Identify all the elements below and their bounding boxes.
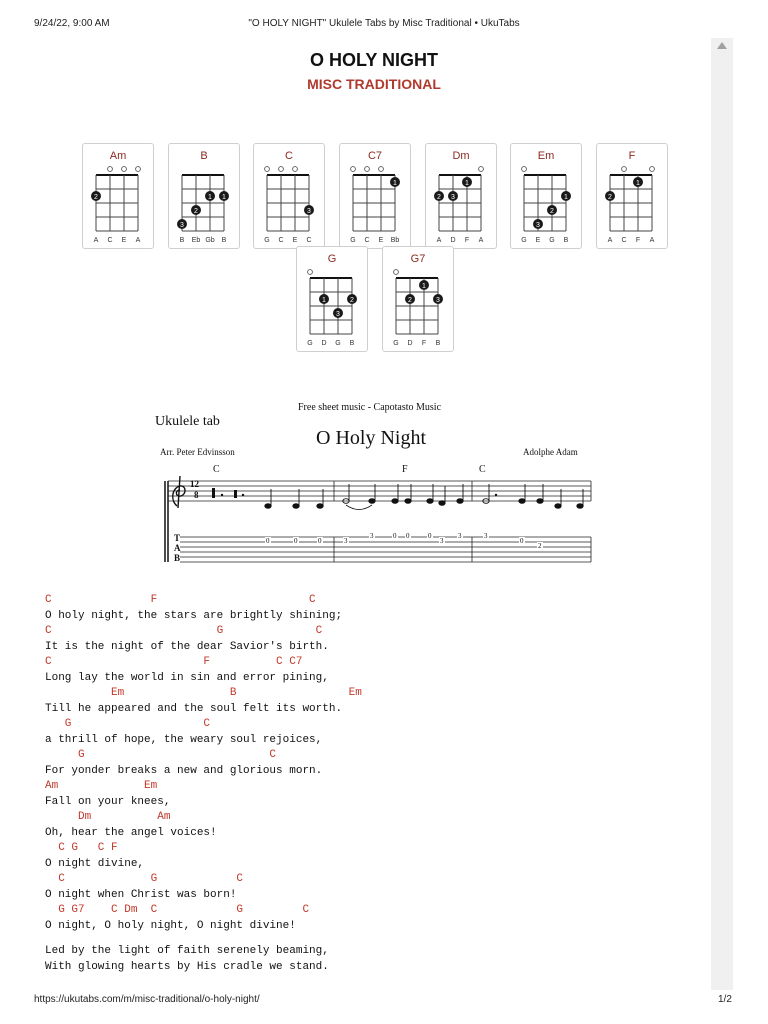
song-chords-lyrics [45, 593, 362, 975]
sheet-chord-1: C [213, 464, 220, 475]
finger-number: 3 [451, 194, 455, 201]
string-note: F [464, 237, 470, 244]
finger-number: 1 [208, 194, 212, 201]
string-note: E [121, 237, 127, 244]
fretboard [340, 144, 412, 250]
string-note: A [478, 237, 484, 244]
lyric-line: O night, O holy night, O night divine! [45, 919, 296, 932]
open-string-marker [394, 270, 399, 275]
lyric-line: It is the night of the dear Savior's birth. [45, 640, 329, 653]
fretboard [169, 144, 241, 250]
string-note: D [450, 237, 456, 244]
time-signature-bottom: 8 [194, 490, 199, 500]
string-note: B [563, 237, 569, 244]
string-note: G [264, 237, 270, 244]
tab-label-a: A [174, 543, 181, 553]
finger-number: 3 [180, 222, 184, 229]
string-note: E [292, 237, 298, 244]
tab-number: 0 [318, 537, 322, 545]
string-note: G [521, 237, 527, 244]
chord-name: G [327, 253, 337, 265]
tab-number: 0 [406, 532, 410, 540]
string-note: B [221, 237, 227, 244]
string-note: A [649, 237, 655, 244]
open-string-marker [622, 167, 627, 172]
open-string-marker [293, 167, 298, 172]
scrollbar[interactable] [711, 38, 733, 990]
tab-label-t: T [174, 533, 181, 543]
chord-diagram-g[interactable] [296, 246, 368, 352]
fretboard [254, 144, 326, 250]
string-note: D [407, 340, 413, 347]
finger-number: 1 [322, 297, 326, 304]
finger-number: 2 [608, 194, 612, 201]
finger-number: 1 [465, 180, 469, 187]
string-note: A [135, 237, 141, 244]
chord-line: G C [45, 749, 277, 761]
string-note: B [349, 340, 355, 347]
open-string-marker [279, 167, 284, 172]
lyric-line: Led by the light of faith serenely beaming, [45, 945, 329, 957]
sheet-music-image [150, 396, 600, 574]
chord-diagram-b[interactable] [168, 143, 240, 249]
chord-line: C F C [45, 594, 316, 606]
string-note: G [549, 237, 555, 244]
fretboard [83, 144, 155, 250]
tab-number: 0 [428, 532, 432, 540]
string-note: A [436, 237, 442, 244]
lyric-line: For yonder breaks a new and glorious morn. [45, 764, 323, 777]
string-note: C [621, 237, 627, 244]
open-string-marker [265, 167, 270, 172]
sheet-source: Free sheet music - Capotasto Music [298, 402, 442, 413]
string-note: Bb [390, 237, 400, 244]
tab-number: 3 [344, 537, 348, 545]
print-page-title: "O HOLY NIGHT" Ukulele Tabs by Misc Traditional • UkuTabs [248, 18, 520, 29]
finger-number: 3 [536, 222, 540, 229]
lyric-line: a thrill of hope, the weary soul rejoices, [45, 733, 323, 746]
chord-name: C7 [367, 150, 383, 162]
fretboard [597, 144, 669, 250]
string-note: G [335, 340, 341, 347]
song-title: O HOLY NIGHT [309, 50, 439, 70]
open-string-marker [379, 167, 384, 172]
finger-number: 2 [408, 297, 412, 304]
sheet-chord-3: C [479, 464, 486, 475]
chord-line: C G C [45, 873, 244, 885]
chord-diagram-f[interactable] [596, 143, 668, 249]
chord-diagram-c7[interactable] [339, 143, 411, 249]
tab-number: 0 [294, 537, 298, 545]
open-string-marker [365, 167, 370, 172]
chord-line: Dm Am [45, 811, 171, 823]
string-note: F [635, 237, 641, 244]
time-signature-top: 12 [190, 479, 199, 489]
open-string-marker [122, 167, 127, 172]
chord-line: C G C [45, 625, 323, 637]
stanza-gap [45, 934, 362, 944]
chord-name: Am [109, 150, 127, 162]
finger-number: 3 [336, 311, 340, 318]
print-datetime: 9/24/22, 9:00 AM [34, 18, 110, 29]
finger-number: 2 [94, 194, 98, 201]
finger-number: 1 [393, 180, 397, 187]
chord-line: G G7 C Dm C G C [45, 904, 310, 916]
open-string-marker [136, 167, 141, 172]
string-note: G [307, 340, 313, 347]
tab-number: 0 [266, 537, 270, 545]
tab-number: 3 [484, 532, 488, 540]
open-string-marker [308, 270, 313, 275]
string-note: C [306, 237, 312, 244]
sheet-title: O Holy Night [316, 427, 426, 449]
open-string-marker [650, 167, 655, 172]
tab-number: 2 [538, 542, 542, 550]
string-note: B [435, 340, 441, 347]
lyric-line: O night when Christ was born! [45, 888, 237, 901]
string-note: E [378, 237, 384, 244]
chord-diagram-g7[interactable] [382, 246, 454, 352]
chord-line: Em B Em [45, 687, 362, 699]
finger-number: 2 [194, 208, 198, 215]
finger-number: 2 [550, 208, 554, 215]
print-url: https://ukutabs.com/m/misc-traditional/o-holy-night/ [34, 994, 260, 1005]
open-string-marker [351, 167, 356, 172]
chord-name: Dm [452, 150, 470, 162]
chord-name: F [628, 150, 636, 162]
string-note: Eb [191, 237, 201, 244]
lyric-line: O holy night, the stars are brightly shining; [45, 609, 343, 622]
fretboard [297, 247, 369, 353]
chord-line: C G C F [45, 842, 118, 854]
tab-number: 3 [440, 537, 444, 545]
chord-diagram-em[interactable] [510, 143, 582, 249]
finger-number: 1 [636, 180, 640, 187]
string-note: C [107, 237, 113, 244]
chord-name: G7 [410, 253, 426, 265]
lyric-line: O night divine, [45, 857, 145, 870]
lyric-line: With glowing hearts by His cradle we stand. [45, 960, 329, 973]
tab-label-b: B [174, 553, 181, 563]
finger-number: 3 [307, 208, 311, 215]
string-note: G [393, 340, 399, 347]
tab-number: 0 [520, 537, 524, 545]
fretboard [426, 144, 498, 250]
sheet-arranger: Arr. Peter Edvinsson [160, 447, 235, 457]
finger-number: 2 [350, 297, 354, 304]
string-note: C [278, 237, 284, 244]
tab-number: 0 [393, 532, 397, 540]
lyric-line: Long lay the world in sin and error pining, [45, 671, 329, 684]
string-note: C [364, 237, 370, 244]
chord-line: C F C C7 [45, 656, 303, 668]
open-string-marker [108, 167, 113, 172]
song-artist[interactable]: MISC TRADITIONAL [307, 76, 441, 92]
chord-name: B [200, 150, 208, 162]
string-note: Gb [205, 237, 215, 244]
finger-number: 1 [564, 194, 568, 201]
chord-name: C [285, 150, 293, 162]
lyric-line: Oh, hear the angel voices! [45, 826, 217, 839]
scroll-up-icon[interactable] [717, 42, 727, 49]
chord-line: G C [45, 718, 211, 730]
chord-diagram-dm[interactable] [425, 143, 497, 249]
sheet-type: Ukulele tab [155, 414, 220, 429]
chord-diagram-am[interactable] [82, 143, 154, 249]
lyric-line: Till he appeared and the soul felt its worth. [45, 702, 343, 715]
lyric-line: Fall on your knees, [45, 795, 171, 808]
open-string-marker [522, 167, 527, 172]
finger-number: 1 [422, 283, 426, 290]
string-note: G [350, 237, 356, 244]
string-note: E [535, 237, 541, 244]
print-page-number: 1/2 [718, 994, 732, 1005]
string-note: D [321, 340, 327, 347]
fretboard [383, 247, 455, 353]
chord-line: Am Em [45, 780, 158, 792]
finger-number: 2 [437, 194, 441, 201]
tab-number: 3 [458, 532, 462, 540]
sheet-chord-2: F [402, 464, 408, 475]
chord-name: Em [537, 150, 555, 162]
string-note: F [421, 340, 427, 347]
fretboard [511, 144, 583, 250]
string-note: A [93, 237, 99, 244]
string-note: A [607, 237, 613, 244]
open-string-marker [479, 167, 484, 172]
finger-number: 1 [222, 194, 226, 201]
sheet-composer: Adolphe Adam [523, 447, 578, 457]
string-note: B [179, 237, 185, 244]
chord-diagram-c[interactable] [253, 143, 325, 249]
finger-number: 3 [436, 297, 440, 304]
tab-number: 3 [370, 532, 374, 540]
